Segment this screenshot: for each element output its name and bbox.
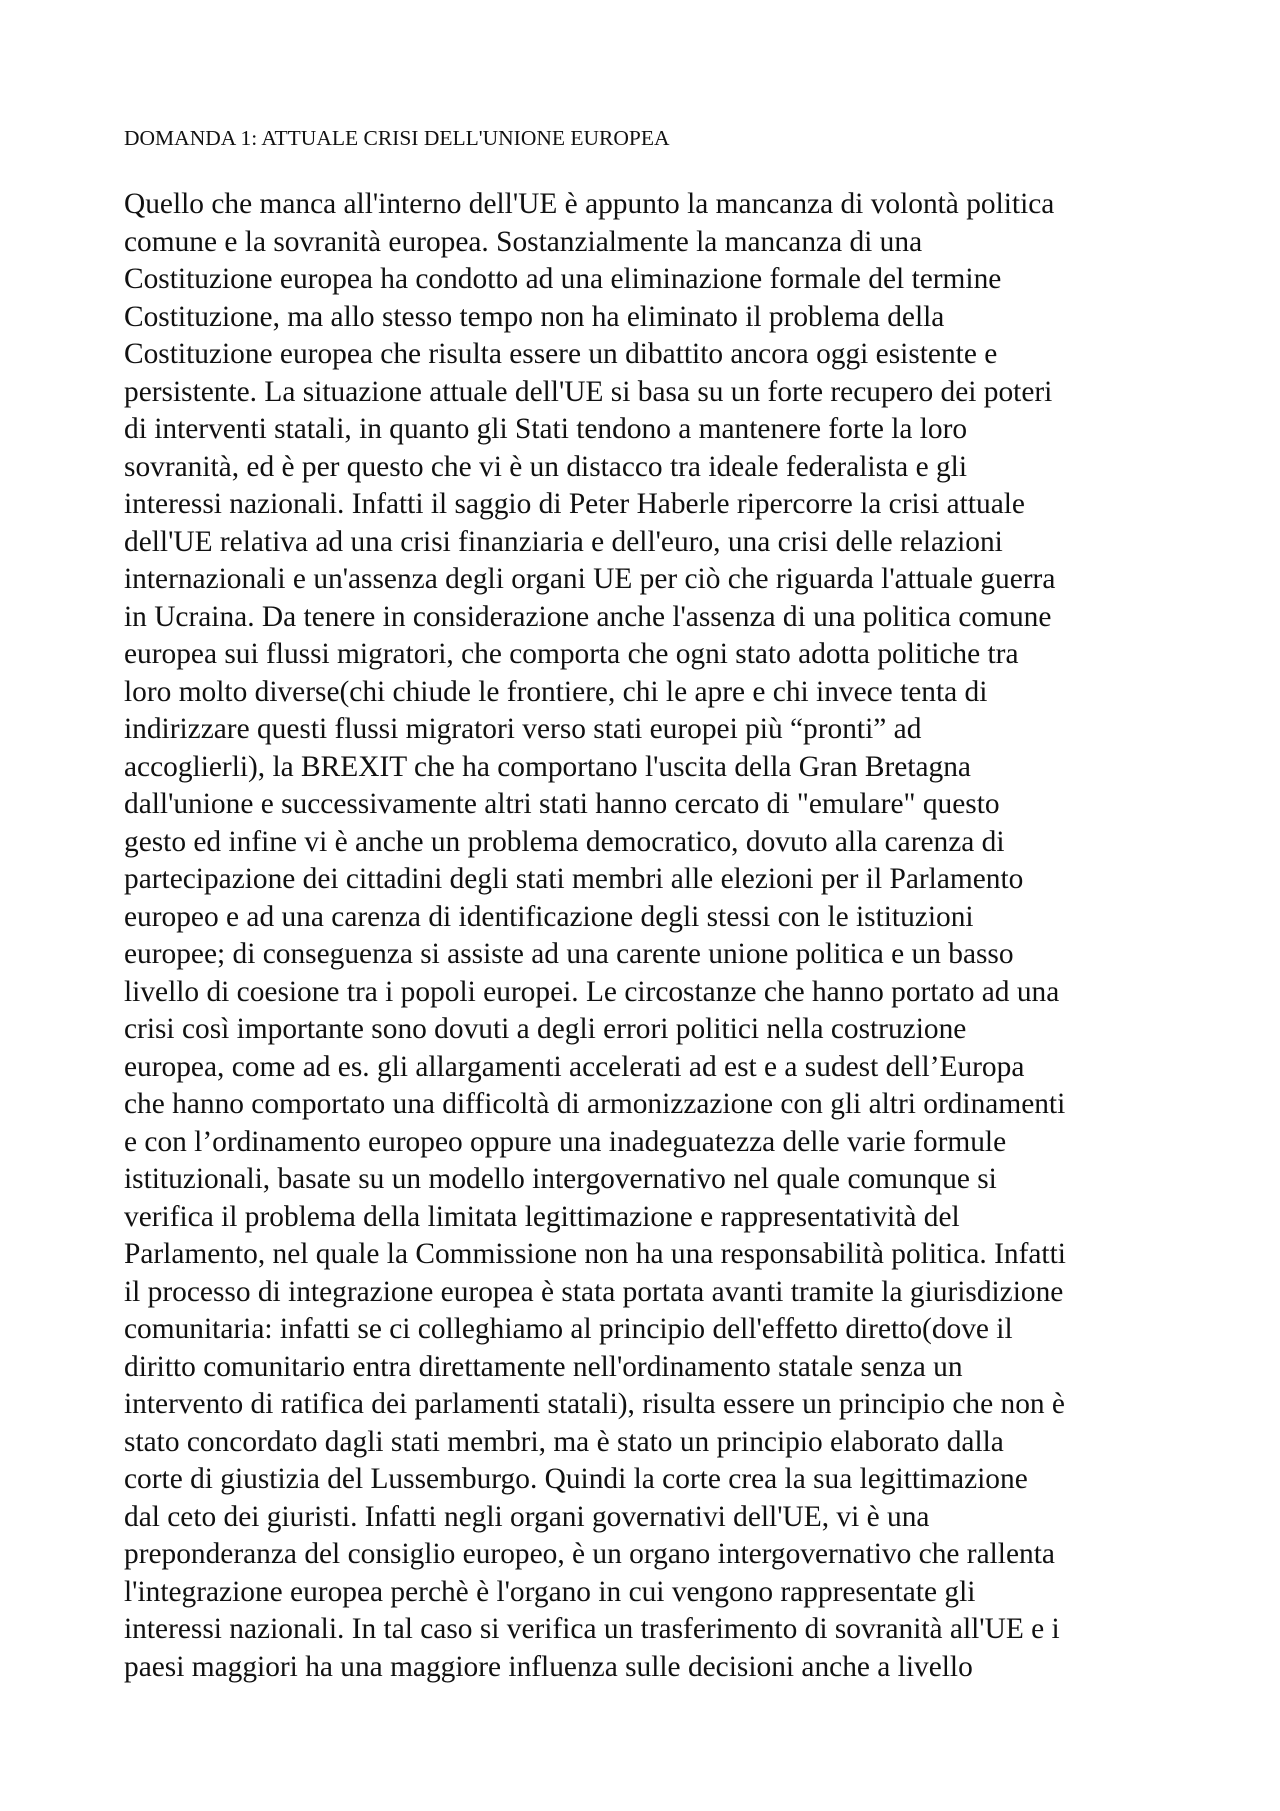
body-text-line: Parlamento, nel quale la Commissione non ha una responsabilità politica. Infatti <box>124 1238 1066 1270</box>
body-text-line: e con l’ordinamento europeo oppure una inadeguatezza delle varie formule <box>124 1125 1007 1158</box>
body-text-line: Costituzione europea ha condotto ad una eliminazione formale del termine <box>124 263 1002 295</box>
body-text-line: l'integrazione europea perchè è l'organo in cui vengono rappresentate gli <box>124 1575 976 1608</box>
body-text-line: comune e la sovranità europea. Sostanzialmente la mancanza di una <box>124 225 923 258</box>
body-text-line: gesto ed infine vi è anche un problema democratico, dovuto alla carenza di <box>124 825 1005 858</box>
body-text-line: verifica il problema della limitata legittimazione e rappresentatività del <box>124 1200 960 1233</box>
body-text-line: paesi maggiori ha una maggiore influenza sulle decisioni anche a livello <box>124 1650 973 1683</box>
body-text-line: Quello che manca all'interno dell'UE è appunto la mancanza di volontà politica <box>124 188 1055 220</box>
body-text-line: di interventi statali, in quanto gli Stati tendono a mantenere forte la loro <box>124 413 968 445</box>
body-text-line: livello di coesione tra i popoli europei. Le circostanze che hanno portato ad una <box>124 975 1060 1008</box>
body-text-line: corte di giustizia del Lussemburgo. Quindi la corte crea la sua legittimazione <box>124 1463 1028 1495</box>
body-text-line: indirizzare questi flussi migratori verso stati europei più “pronti” ad <box>124 713 922 745</box>
body-text-line: interessi nazionali. In tal caso si verifica un trasferimento di sovranità all'UE e i <box>124 1613 1060 1645</box>
body-text-line: preponderanza del consiglio europeo, è un organo intergovernativo che rallenta <box>124 1538 1055 1570</box>
body-text-line: sovranità, ed è per questo che vi è un distacco tra ideale federalista e gli <box>124 450 967 483</box>
body-text-line: accoglierli), la BREXIT che ha comportano l'uscita della Gran Bretagna <box>124 750 971 783</box>
body-text-line: europea, come ad es. gli allargamenti accelerati ad est e a sudest dell’Europa <box>124 1050 1025 1083</box>
body-text-line: istituzionali, basate su un modello intergovernativo nel quale comunque si <box>124 1163 997 1195</box>
body-text-line: intervento di ratifica dei parlamenti statali), risulta essere un principio che non è <box>124 1388 1065 1420</box>
body-text-line: che hanno comportato una difficoltà di armonizzazione con gli altri ordinamenti <box>124 1088 1066 1120</box>
body-text-line: crisi così importante sono dovuti a degli errori politici nella costruzione <box>124 1013 967 1045</box>
body-text-line: europee; di conseguenza si assiste ad una carente unione politica e un basso <box>124 938 1014 970</box>
document-body <box>124 186 1204 1686</box>
body-text-line: Costituzione europea che risulta essere un dibattito ancora oggi esistente e <box>124 338 998 370</box>
body-text-line: internazionali e un'assenza degli organi UE per ciò che riguarda l'attuale guerra <box>124 563 1056 595</box>
body-text-line: stato concordato dagli stati membri, ma è stato un principio elaborato dalla <box>124 1425 1004 1458</box>
body-text-line: europea sui flussi migratori, che comporta che ogni stato adotta politiche tra <box>124 638 1019 670</box>
body-text-line: Costituzione, ma allo stesso tempo non ha eliminato il problema della <box>124 300 945 333</box>
document-heading: DOMANDA 1: ATTUALE CRISI DELL'UNIONE EUROPEA <box>124 126 670 150</box>
body-text-line: persistente. La situazione attuale dell'UE si basa su un forte recupero dei poteri <box>124 375 1053 408</box>
body-text-line: in Ucraina. Da tenere in considerazione anche l'assenza di una politica comune <box>124 600 1052 633</box>
body-text-line: interessi nazionali. Infatti il saggio di Peter Haberle ripercorre la crisi attuale <box>124 488 1025 520</box>
body-text-line: comunitaria: infatti se ci colleghiamo al principio dell'effetto diretto(dove il <box>124 1313 1013 1345</box>
body-text-line: diritto comunitario entra direttamente nell'ordinamento statale senza un <box>124 1350 963 1383</box>
body-text-line: loro molto diverse(chi chiude le frontiere, chi le apre e chi invece tenta di <box>124 675 988 708</box>
body-text-line: dell'UE relativa ad una crisi finanziaria e dell'euro, una crisi delle relazioni <box>124 525 1003 558</box>
body-text-line: partecipazione dei cittadini degli stati membri alle elezioni per il Parlamento <box>124 863 1024 895</box>
body-text-line: il processo di integrazione europea è stata portata avanti tramite la giurisdizione <box>124 1275 1064 1308</box>
body-text-line: dall'unione e successivamente altri stati hanno cercato di "emulare" questo <box>124 788 1000 820</box>
body-text-line: europeo e ad una carenza di identificazione degli stessi con le istituzioni <box>124 900 974 933</box>
body-text-line: dal ceto dei giuristi. Infatti negli organi governativi dell'UE, vi è una <box>124 1500 930 1533</box>
